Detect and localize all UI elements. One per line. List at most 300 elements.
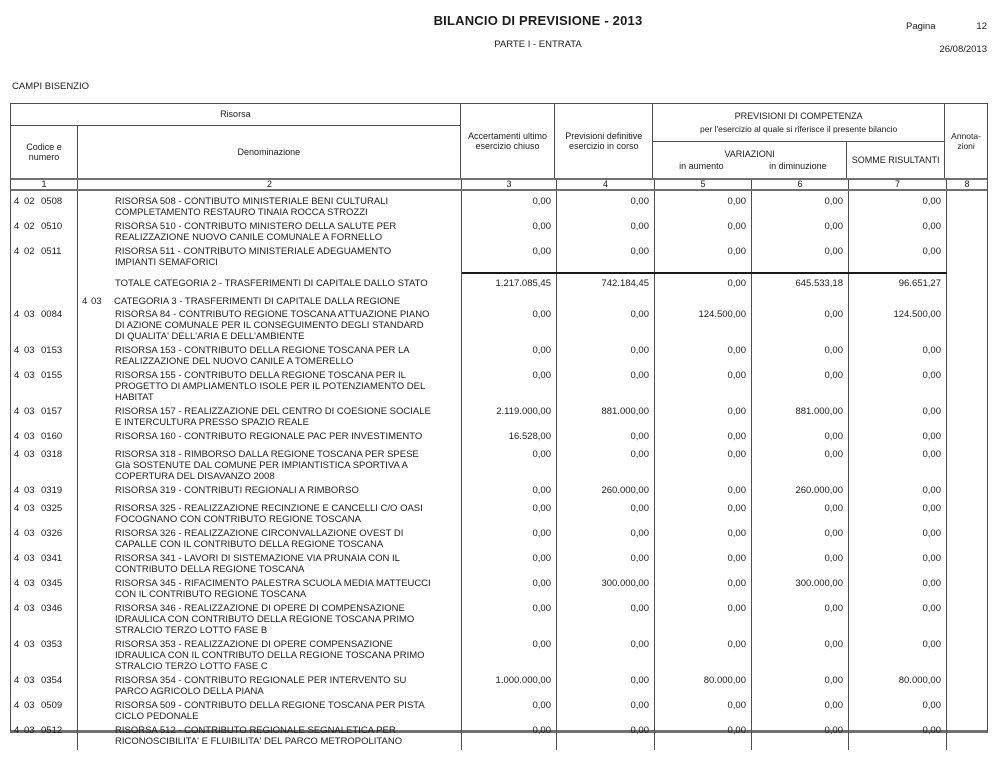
value-cell-previsioni: 0,00 bbox=[630, 309, 649, 320]
value-cell-previsioni: 0,00 bbox=[630, 246, 649, 257]
codice-part: 4 bbox=[14, 449, 20, 460]
value-cell-somme: 0,00 bbox=[922, 431, 941, 442]
codice-part: 03 bbox=[24, 345, 35, 356]
table-row bbox=[11, 603, 987, 636]
value-cell-previsioni: 881.000,00 bbox=[601, 406, 649, 417]
value-cell-in-aumento: 0,00 bbox=[727, 370, 746, 381]
value-cell-somme: 0,00 bbox=[922, 528, 941, 539]
table-row bbox=[11, 528, 987, 550]
denominazione-cell bbox=[78, 272, 462, 289]
codice-cell bbox=[11, 675, 78, 697]
table-row bbox=[11, 196, 987, 218]
denominazione-line: RISORSA 326 - REALIZZAZIONE CIRCONVALLAZIONE OVEST DI bbox=[115, 528, 404, 539]
value-cell-accertamenti: 16.528,00 bbox=[508, 431, 551, 442]
column-number-3: 3 bbox=[462, 180, 557, 189]
value-cell-in-aumento: 0,00 bbox=[727, 639, 746, 650]
value-cell-in-diminuzione: 300.000,00 bbox=[795, 578, 843, 589]
value-cell-in-diminuzione: 0,00 bbox=[824, 675, 843, 686]
codice-part: 0319 bbox=[41, 485, 63, 496]
value-cell-somme: 0,00 bbox=[922, 503, 941, 514]
value-cell-in-diminuzione: 0,00 bbox=[824, 196, 843, 207]
denominazione-line: CONTRIBUTO DELLA REGIONE TOSCANA bbox=[115, 564, 305, 575]
value-cell-accertamenti: 0,00 bbox=[532, 485, 551, 496]
col-codice-numero: Codice e numero bbox=[11, 126, 78, 178]
annotazioni-cell bbox=[947, 272, 987, 289]
denominazione-line: RISORSA 346 - REALIZZAZIONE DI OPERE DI COMPENSAZIONE bbox=[115, 603, 405, 614]
value-cell-accertamenti: 0,00 bbox=[532, 503, 551, 514]
codice-part: 0157 bbox=[41, 406, 63, 417]
codice-part: 4 bbox=[14, 309, 20, 320]
value-cell-previsioni: 0,00 bbox=[630, 603, 649, 614]
codice-cell bbox=[11, 296, 78, 307]
annotazioni-cell bbox=[947, 503, 987, 525]
value-cell-accertamenti: 0,00 bbox=[532, 449, 551, 460]
denominazione-line: STRALCIO TERZO LOTTO FASE B bbox=[115, 625, 268, 636]
codice-part: 4 bbox=[14, 406, 20, 417]
codice-part: 03 bbox=[24, 639, 35, 650]
value-cell-in-aumento: 0,00 bbox=[727, 578, 746, 589]
denominazione-line: RISORSA 511 - CONTRIBUTO MINISTERIALE ADEGUAMENTO bbox=[115, 246, 392, 257]
value-cell-in-aumento: 124.500,00 bbox=[698, 309, 746, 320]
column-number-2: 2 bbox=[78, 180, 462, 189]
table-row bbox=[11, 503, 987, 525]
codice-part: 03 bbox=[24, 503, 35, 514]
codice-part: 4 bbox=[14, 485, 20, 496]
value-cell-in-aumento: 0,00 bbox=[727, 700, 746, 711]
denominazione-line: DI AZIONE COMUNALE PER IL CONSEGUIMENTO DEGLI STANDARD bbox=[115, 320, 424, 331]
codice-part: 4 bbox=[82, 296, 88, 307]
denominazione-line: RISORSA 354 - CONTRIBUTO REGIONALE PER INTERVENTO SU bbox=[115, 675, 407, 686]
page-count-label: Pagina bbox=[906, 21, 936, 32]
table-row bbox=[11, 431, 987, 442]
denominazione-line: RISORSA 84 - CONTRIBUTO REGIONE TOSCANA ATTUAZIONE PIANO bbox=[115, 309, 430, 320]
codice-part: 4 bbox=[14, 725, 20, 736]
codice-part: 4 bbox=[14, 196, 20, 207]
value-cell-in-diminuzione: 645.533,18 bbox=[752, 272, 849, 289]
codice-part: 4 bbox=[14, 700, 20, 711]
denominazione-line: RISORSA 508 - CONTIBUTO MINISTERIALE BENI CULTURALI bbox=[115, 196, 389, 207]
value-cell-in-diminuzione bbox=[752, 296, 849, 307]
codice-part: 4 bbox=[14, 675, 20, 686]
denominazione-line: CON IL CONTRIBUTO REGIONE TOSCANA bbox=[115, 589, 307, 600]
value-cell-previsioni: 300.000,00 bbox=[601, 578, 649, 589]
table-row bbox=[11, 309, 987, 342]
value-cell-in-diminuzione: 0,00 bbox=[824, 246, 843, 257]
codice-part: 0512 bbox=[41, 725, 63, 736]
denominazione-line: RISORSA 353 - REALIZZAZIONE DI OPERE COMPENSAZIONE bbox=[115, 639, 393, 650]
denominazione-line: DI QUALITA' DELL'ARIA E DELL'AMBIENTE bbox=[115, 331, 305, 342]
denominazione-cell bbox=[78, 221, 462, 243]
codice-part: 4 bbox=[14, 431, 20, 442]
codice-part: 0153 bbox=[41, 345, 63, 356]
value-cell-in-diminuzione: 0,00 bbox=[824, 345, 843, 356]
denominazione-line: RISORSA 345 - RIFACIMENTO PALESTRA SCUOLA MEDIA MATTEUCCI bbox=[115, 578, 431, 589]
value-cell-somme: 0,00 bbox=[922, 578, 941, 589]
page-number: 12 bbox=[976, 21, 987, 32]
codice-cell bbox=[11, 639, 78, 672]
categoria-title: CATEGORIA 3 - TRASFERIMENTI DI CAPITALE DALLA REGIONE bbox=[114, 296, 401, 307]
codice-part: 4 bbox=[14, 246, 20, 257]
annotazioni-cell bbox=[947, 246, 987, 268]
value-cell-somme: 0,00 bbox=[922, 246, 941, 257]
value-cell-accertamenti: 0,00 bbox=[532, 221, 551, 232]
codice-cell bbox=[11, 272, 78, 289]
competenza-title: PREVISIONI DI COMPETENZA bbox=[734, 111, 863, 121]
annotazioni-cell bbox=[947, 370, 987, 403]
value-cell-accertamenti bbox=[462, 296, 557, 307]
codice-part: 03 bbox=[24, 700, 35, 711]
value-cell-in-aumento: 0,00 bbox=[727, 431, 746, 442]
denominazione-line: RISORSA 509 - CONTRIBUTO DELLA REGIONE TOSCANA PER PISTA bbox=[115, 700, 425, 711]
value-cell-in-aumento: 0,00 bbox=[727, 553, 746, 564]
denominazione-cell bbox=[78, 675, 462, 697]
value-cell-in-diminuzione: 0,00 bbox=[824, 639, 843, 650]
codice-cell bbox=[11, 246, 78, 268]
table-row bbox=[11, 345, 987, 367]
denominazione-cell bbox=[78, 700, 462, 722]
value-cell-in-diminuzione: 0,00 bbox=[824, 309, 843, 320]
value-cell-previsioni: 0,00 bbox=[630, 725, 649, 736]
codice-part: 0509 bbox=[41, 700, 63, 711]
value-cell-previsioni: 0,00 bbox=[630, 528, 649, 539]
value-cell-previsioni: 0,00 bbox=[630, 553, 649, 564]
codice-part: 03 bbox=[24, 578, 35, 589]
denominazione-cell bbox=[78, 406, 462, 428]
print-date: 26/08/2013 bbox=[939, 44, 987, 55]
value-cell-accertamenti: 0,00 bbox=[532, 370, 551, 381]
denominazione-line: RISORSA 153 - CONTRIBUTO DELLA REGIONE TOSCANA PER LA bbox=[115, 345, 410, 356]
budget-table bbox=[10, 103, 988, 747]
value-cell-in-diminuzione: 0,00 bbox=[824, 221, 843, 232]
denominazione-line: TOTALE CATEGORIA 2 - TRASFERIMENTI DI CAPITALE DALLO STATO bbox=[115, 278, 428, 289]
denominazione-line: CAPALLE CON IL CONTRIBUTO DELLA REGIONE TOSCANA bbox=[115, 539, 384, 550]
value-cell-previsioni: 0,00 bbox=[630, 503, 649, 514]
codice-part: 02 bbox=[24, 221, 35, 232]
value-cell-in-diminuzione: 0,00 bbox=[824, 528, 843, 539]
value-cell-previsioni: 0,00 bbox=[630, 345, 649, 356]
codice-cell bbox=[11, 345, 78, 367]
denominazione-line: RISORSA 318 - RIMBORSO DALLA REGIONE TOSCANA PER SPESE bbox=[115, 449, 419, 460]
value-cell-in-diminuzione: 0,00 bbox=[824, 431, 843, 442]
denominazione-cell bbox=[78, 603, 462, 636]
value-cell-in-aumento: 0,00 bbox=[727, 196, 746, 207]
codice-cell bbox=[11, 431, 78, 442]
codice-cell bbox=[11, 309, 78, 342]
value-cell-somme: 0,00 bbox=[922, 370, 941, 381]
column-number-5: 5 bbox=[655, 180, 752, 189]
denominazione-cell bbox=[78, 553, 462, 575]
value-cell-previsioni: 0,00 bbox=[630, 675, 649, 686]
codice-part: 03 bbox=[24, 431, 35, 442]
codice-cell bbox=[11, 553, 78, 575]
table-row bbox=[11, 553, 987, 575]
codice-part: 0326 bbox=[41, 528, 63, 539]
denominazione-line: IDRAULICA CON CONTRIBUTO DELLA REGIONE TOSCANA PRIMO bbox=[115, 614, 415, 625]
value-cell-accertamenti: 0,00 bbox=[532, 553, 551, 564]
page-subtitle: PARTE I - ENTRATA bbox=[494, 39, 582, 50]
annotazioni-cell bbox=[947, 431, 987, 442]
annotazioni-cell bbox=[947, 578, 987, 600]
value-cell-in-aumento: 0,00 bbox=[727, 725, 746, 736]
value-cell-previsioni: 0,00 bbox=[630, 221, 649, 232]
col-risorsa-label: Risorsa bbox=[11, 104, 460, 126]
value-cell-somme: 0,00 bbox=[922, 345, 941, 356]
annotazioni-cell bbox=[947, 675, 987, 697]
denominazione-cell bbox=[78, 370, 462, 403]
denominazione-line: RISORSA 160 - CONTRIBUTO REGIONALE PAC PER INVESTIMENTO bbox=[115, 431, 423, 442]
codice-part: 0345 bbox=[41, 578, 63, 589]
denominazione-cell bbox=[78, 296, 462, 307]
value-cell-in-diminuzione: 0,00 bbox=[824, 449, 843, 460]
value-cell-previsioni: 742.184,45 bbox=[557, 272, 655, 289]
denominazione-line: RISORSA 512 - CONTRIBUTO REGIONALE SEGNALETICA PER bbox=[115, 725, 396, 736]
value-cell-somme: 0,00 bbox=[922, 725, 941, 736]
denominazione-cell bbox=[78, 503, 462, 525]
table-row bbox=[11, 485, 987, 496]
value-cell-somme bbox=[849, 296, 947, 307]
annotazioni-cell bbox=[947, 406, 987, 428]
denominazione-line: CICLO PEDONALE bbox=[115, 711, 199, 722]
table-row bbox=[11, 675, 987, 697]
value-cell-in-aumento: 0,00 bbox=[727, 406, 746, 417]
col-annotazioni: Annota- zioni bbox=[951, 130, 981, 151]
annotazioni-cell bbox=[947, 603, 987, 636]
denominazione-line: STRALCIO TERZO LOTTO FASE C bbox=[115, 661, 268, 672]
codice-cell bbox=[11, 221, 78, 243]
col-previsioni-definitive: Previsioni definitive esercizio in corso bbox=[555, 104, 653, 178]
codice-cell bbox=[11, 449, 78, 482]
value-cell-accertamenti: 0,00 bbox=[532, 603, 551, 614]
value-cell-accertamenti: 0,00 bbox=[532, 246, 551, 257]
codice-part: 4 bbox=[14, 221, 20, 232]
codice-part: 03 bbox=[24, 553, 35, 564]
totale-row bbox=[11, 272, 987, 289]
denominazione-cell bbox=[78, 431, 462, 442]
codice-part: 4 bbox=[14, 370, 20, 381]
value-cell-accertamenti: 0,00 bbox=[532, 700, 551, 711]
denominazione-line: RISORSA 325 - REALIZZAZIONE RECINZIONE E CANCELLI C/O OASI bbox=[115, 503, 423, 514]
denominazione-line: FOCOGNANO CON CONTRIBUTO REGIONE TOSCANA bbox=[115, 514, 361, 525]
codice-cell bbox=[11, 406, 78, 428]
codice-part: 0510 bbox=[41, 221, 63, 232]
col-denominazione: Denominazione bbox=[237, 146, 301, 157]
annotazioni-cell bbox=[947, 725, 987, 747]
value-cell-in-aumento: 0,00 bbox=[727, 485, 746, 496]
table-row bbox=[11, 639, 987, 672]
denominazione-line: PROGETTO DI AMPLIAMENTLO ISOLE PER IL POTENZIAMENTO DEL bbox=[115, 381, 426, 392]
value-cell-in-diminuzione: 0,00 bbox=[824, 700, 843, 711]
codice-cell bbox=[11, 485, 78, 496]
competenza-subtitle: per l'esercizio al quale si riferisce il presente bilancio bbox=[700, 123, 898, 134]
value-cell-in-aumento: 0,00 bbox=[727, 246, 746, 257]
codice-part: 0341 bbox=[41, 553, 63, 564]
annotazioni-cell bbox=[947, 196, 987, 218]
value-cell-somme: 124.500,00 bbox=[893, 309, 941, 320]
denominazione-cell bbox=[78, 528, 462, 550]
value-cell-somme: 0,00 bbox=[922, 196, 941, 207]
value-cell-previsioni: 260.000,00 bbox=[601, 485, 649, 496]
denominazione-line: HABITAT bbox=[115, 392, 154, 403]
codice-part: 03 bbox=[24, 485, 35, 496]
codice-part: 02 bbox=[24, 196, 35, 207]
denominazione-line: PARCO AGRICOLO DELLA PIANA bbox=[115, 686, 264, 697]
codice-part: 0155 bbox=[41, 370, 63, 381]
codice-part: 4 bbox=[14, 528, 20, 539]
codice-part: 4 bbox=[14, 553, 20, 564]
value-cell-in-diminuzione: 0,00 bbox=[824, 725, 843, 736]
denominazione-line: E INTERCULTURA PRESSO SPAZIO REALE bbox=[115, 417, 309, 428]
codice-part: 03 bbox=[24, 725, 35, 736]
value-cell-in-aumento: 0,00 bbox=[727, 528, 746, 539]
table-body bbox=[11, 191, 987, 750]
codice-part: 0160 bbox=[41, 431, 63, 442]
value-cell-in-aumento: 0,00 bbox=[727, 221, 746, 232]
codice-part: 0511 bbox=[41, 246, 62, 257]
codice-part: 03 bbox=[24, 309, 35, 320]
value-cell-in-aumento: 0,00 bbox=[727, 603, 746, 614]
doc-header bbox=[82, 13, 994, 50]
annotazioni-cell bbox=[947, 309, 987, 342]
codice-cell bbox=[11, 700, 78, 722]
codice-cell bbox=[11, 578, 78, 600]
table-row bbox=[11, 449, 987, 482]
categoria-row bbox=[11, 296, 987, 307]
denominazione-line: IMPIANTI SEMAFORICI bbox=[115, 257, 218, 268]
denominazione-line: COPERTURA DEL DISAVANZO 2008 bbox=[115, 471, 275, 482]
codice-cell bbox=[11, 196, 78, 218]
codice-cell bbox=[11, 725, 78, 747]
value-cell-accertamenti: 0,00 bbox=[532, 196, 551, 207]
annotazioni-cell bbox=[947, 700, 987, 722]
col-risorsa bbox=[11, 104, 461, 178]
value-cell-accertamenti: 2.119.000,00 bbox=[496, 406, 551, 417]
denominazione-cell bbox=[78, 485, 462, 496]
denominazione-cell bbox=[78, 725, 462, 747]
denominazione-line: REALIZZAZIONE DEL NUOVO CANILE A TOMERELLO bbox=[115, 356, 354, 367]
value-cell-somme: 0,00 bbox=[922, 485, 941, 496]
denominazione-line: RISORSA 341 - LAVORI DI SISTEMAZIONE VIA PRUNAIA CON IL bbox=[115, 553, 400, 564]
value-cell-previsioni: 0,00 bbox=[630, 449, 649, 460]
denominazione-line: GIà SOSTENUTE DAL COMUNE PER IMPIANTISTICA SPORTIVA A bbox=[115, 460, 408, 471]
denominazione-line: IDRAULICA CON IL CONTRIBUTO DELLA REGIONE TOSCANA PRIMO bbox=[115, 650, 425, 661]
denominazione-cell bbox=[78, 449, 462, 482]
codice-cell bbox=[11, 528, 78, 550]
codice-part: 03 bbox=[24, 406, 35, 417]
annotazioni-cell bbox=[947, 639, 987, 672]
value-cell-accertamenti: 0,00 bbox=[532, 639, 551, 650]
value-cell-previsioni: 0,00 bbox=[630, 196, 649, 207]
value-cell-in-diminuzione: 260.000,00 bbox=[795, 485, 843, 496]
codice-part: 0084 bbox=[41, 309, 63, 320]
col-in-aumento: in aumento bbox=[679, 161, 724, 171]
value-cell-in-diminuzione: 0,00 bbox=[824, 370, 843, 381]
table-row bbox=[11, 578, 987, 600]
table-row bbox=[11, 370, 987, 403]
denominazione-cell bbox=[78, 578, 462, 600]
value-cell-in-aumento: 0,00 bbox=[727, 345, 746, 356]
value-cell-in-aumento: 0,00 bbox=[655, 272, 752, 289]
codice-part: 0318 bbox=[41, 449, 63, 460]
value-cell-somme: 80.000,00 bbox=[898, 675, 941, 686]
denominazione-cell bbox=[78, 309, 462, 342]
denominazione-cell bbox=[78, 639, 462, 672]
entity-name: CAMPI BISENZIO bbox=[12, 81, 90, 92]
col-in-diminuzione: in diminuzione bbox=[769, 161, 827, 171]
annotazioni-cell bbox=[947, 296, 987, 307]
value-cell-in-aumento bbox=[655, 296, 752, 307]
column-number-4: 4 bbox=[557, 180, 655, 189]
value-cell-in-diminuzione: 0,00 bbox=[824, 553, 843, 564]
codice-part: 03 bbox=[24, 675, 35, 686]
table-row bbox=[11, 700, 987, 722]
value-cell-in-aumento: 0,00 bbox=[727, 449, 746, 460]
value-cell-somme: 0,00 bbox=[922, 221, 941, 232]
value-cell-accertamenti: 0,00 bbox=[532, 528, 551, 539]
codice-part: 0353 bbox=[41, 639, 63, 650]
value-cell-accertamenti: 0,00 bbox=[532, 345, 551, 356]
value-cell-somme: 0,00 bbox=[922, 553, 941, 564]
value-cell-somme: 0,00 bbox=[922, 603, 941, 614]
value-cell-previsioni: 0,00 bbox=[630, 700, 649, 711]
annotazioni-cell bbox=[947, 528, 987, 550]
denominazione-cell bbox=[78, 345, 462, 367]
codice-part: 4 bbox=[14, 578, 20, 589]
codice-cell bbox=[11, 503, 78, 525]
column-number-row bbox=[11, 178, 987, 191]
column-number-1: 1 bbox=[11, 180, 78, 189]
page-title: BILANCIO DI PREVISIONE - 2013 bbox=[433, 13, 643, 28]
value-cell-in-aumento: 0,00 bbox=[727, 503, 746, 514]
value-cell-previsioni bbox=[557, 296, 655, 307]
col-somme-risultanti: SOMME RISULTANTI bbox=[851, 154, 940, 165]
denominazione-line: RISORSA 157 - REALIZZAZIONE DEL CENTRO DI COESIONE SOCIALE bbox=[115, 406, 431, 417]
codice-part: 0508 bbox=[41, 196, 63, 207]
col-accertamenti: Accertamenti ultimo esercizio chiuso bbox=[461, 104, 556, 178]
codice-part: 4 bbox=[14, 603, 20, 614]
codice-part: 0354 bbox=[41, 675, 63, 686]
col-previsioni-competenza bbox=[653, 104, 945, 178]
annotazioni-cell bbox=[947, 553, 987, 575]
value-cell-in-aumento: 80.000,00 bbox=[703, 675, 746, 686]
codice-part: 03 bbox=[24, 528, 35, 539]
value-cell-somme: 0,00 bbox=[922, 406, 941, 417]
codice-part: 0346 bbox=[41, 603, 63, 614]
denominazione-cell bbox=[78, 196, 462, 218]
col-variazioni bbox=[653, 142, 847, 178]
column-number-6: 6 bbox=[752, 180, 849, 189]
annotazioni-cell bbox=[947, 221, 987, 243]
column-number-7: 7 bbox=[849, 180, 947, 189]
codice-part: 4 bbox=[14, 639, 20, 650]
value-cell-previsioni: 0,00 bbox=[630, 431, 649, 442]
annotazioni-cell bbox=[947, 449, 987, 482]
denominazione-line: RISORSA 319 - CONTRIBUTI REGIONALI A RIMBORSO bbox=[115, 485, 359, 496]
value-cell-somme: 0,00 bbox=[922, 639, 941, 650]
denominazione-line: REALIZZAZIONE NUOVO CANILE COMUNALE A FORNELLO bbox=[115, 232, 383, 243]
value-cell-previsioni: 0,00 bbox=[630, 370, 649, 381]
value-cell-accertamenti: 0,00 bbox=[532, 309, 551, 320]
codice-part: 03 bbox=[24, 449, 35, 460]
annotazioni-cell bbox=[947, 345, 987, 367]
codice-part: 03 bbox=[91, 296, 102, 307]
column-number-8: 8 bbox=[964, 179, 970, 189]
codice-part: 03 bbox=[24, 370, 35, 381]
denominazione-line: RICONOSCIBILITA' E FLUIBILITA' DEL PARCO METROPOLITANO bbox=[115, 736, 403, 747]
table-row bbox=[11, 221, 987, 243]
denominazione-line: RISORSA 510 - CONTRIBUTO MINISTERO DELLA SALUTE PER bbox=[115, 221, 397, 232]
denominazione-line: COMPLETAMENTO RESTAURO TINAIA ROCCA STROZZI bbox=[115, 207, 368, 218]
denominazione-line: RISORSA 155 - CONTRIBUTO DELLA REGIONE TOSCANA PER IL bbox=[115, 370, 406, 381]
